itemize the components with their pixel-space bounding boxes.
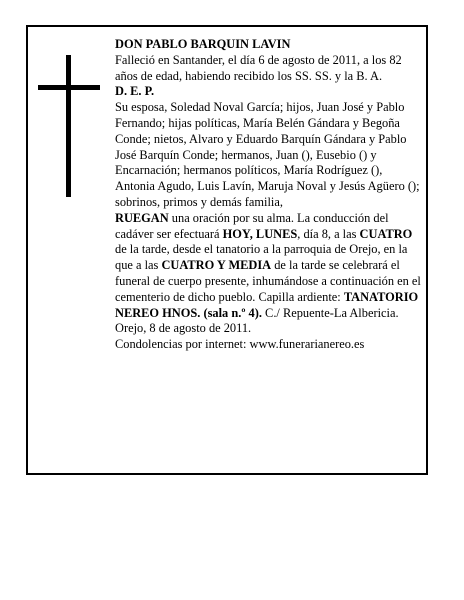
funeral-home: TANATORIO NEREO HNOS. (sala n.º 4). [115, 289, 419, 320]
service-time-procession: CUATRO [359, 226, 413, 241]
service-text-2: , día 8, a las [297, 226, 360, 241]
cross-vertical-bar [66, 55, 71, 197]
service-day: HOY, LUNES [222, 226, 298, 241]
service-address: C./ Repuente-La Albericia. [261, 305, 399, 320]
condolences-line: Condolencias por internet: www.funerarianereo.es [115, 337, 365, 352]
service-text-3: de la tarde, desde el tanatorio a la parroquia de Orejo, en la que a las [115, 242, 408, 273]
obituary-text [115, 37, 421, 353]
ruegan-label: RUEGAN [115, 210, 169, 225]
service-text-1: una oración por su alma. La conducción del cadáver ser efectuará [115, 210, 389, 241]
cross-icon [38, 55, 102, 197]
deceased-name: DON PABLO BARQUIN LAVIN [115, 37, 291, 51]
dep-line: D. E. P. [115, 84, 155, 99]
service-time-funeral: CUATRO Y MEDIA [161, 258, 272, 273]
service-details [115, 211, 421, 322]
service-text-4: de la tarde se celebrará el funeral de cuerpo presente, inhumándose a continuación en el cementerio de dicho pueblo. Capilla ardiente: [115, 258, 421, 304]
family-list: Su esposa, Soledad Noval García; hijos, Juan José y Pablo Fernando; hijas políticas, María Belén Gándara y Begoña Conde; nietos, Alvaro y Eduardo Barquín Gándara y Pablo José Barquín Conde; hermanos, Juan (), Eusebio () y Encarnación; hermanos políticos, María Rodríguez (), Antonia Agudo, Luis Lavín, Maruja Noval y Jesús Agüero (); sobrinos, primos y demás familia, [115, 100, 420, 209]
place-date: Orejo, 8 de agosto de 2011. [115, 321, 252, 336]
cross-horizontal-bar [38, 85, 100, 90]
death-details: Falleció en Santander, el día 6 de agosto de 2011, a los 82 años de edad, habiendo recibido los SS. SS. y la B. A. [115, 52, 402, 83]
